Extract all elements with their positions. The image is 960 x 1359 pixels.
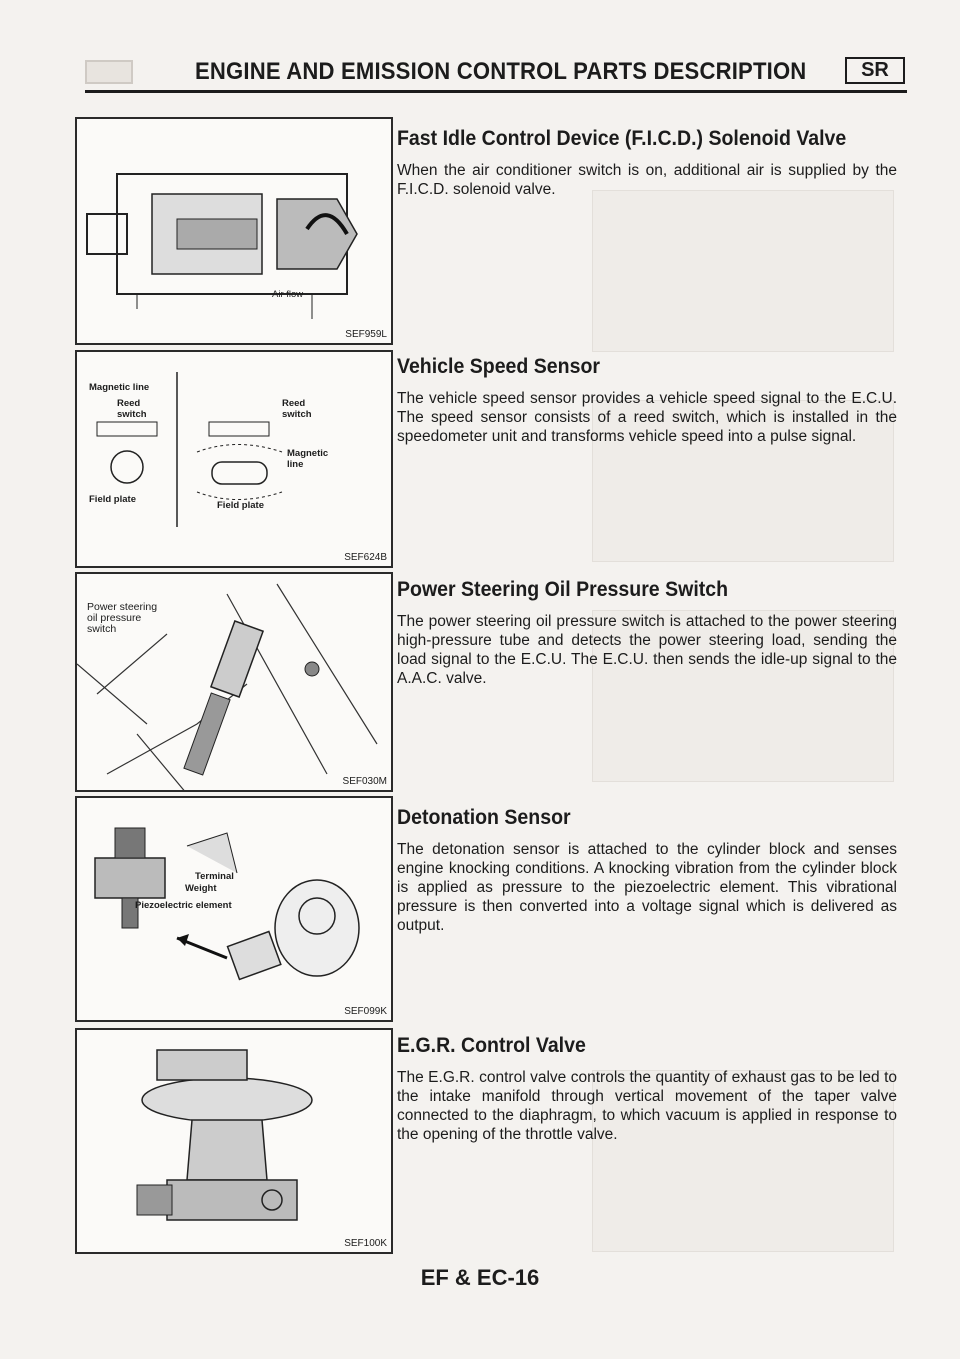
figure-code: SEF100K <box>344 1238 387 1249</box>
egr-valve-diagram <box>77 1030 393 1254</box>
section-title: Vehicle Speed Sensor <box>397 355 600 378</box>
figure-detonation-sensor <box>75 796 393 1022</box>
figure-code: SEF959L <box>345 329 387 340</box>
figure-ficd-solenoid <box>75 117 393 345</box>
figure-vehicle-speed-sensor <box>75 350 393 568</box>
figure-power-steering-switch <box>75 572 393 792</box>
page-number: EF & EC-16 <box>420 1265 540 1290</box>
section-title: Fast Idle Control Device (F.I.C.D.) Solenoid Valve <box>397 127 847 150</box>
section-tab-box <box>85 60 133 84</box>
section-title: Power Steering Oil Pressure Switch <box>397 578 729 601</box>
reed-switch-left-label: Reed switch <box>117 398 147 420</box>
page-header <box>85 52 907 92</box>
power-steering-switch-label: Power steering oil pressure switch <box>87 601 158 635</box>
section-body: The E.G.R. control valve controls the quantity of exhaust gas to be led to the intake manifold through vertical movement of the taper valve connected to the diaphragm, to which vacuum is applied in response to the opening of the throttle valve. <box>397 1069 897 1143</box>
terminal-label: Terminal <box>195 871 234 882</box>
figure-code: SEF099K <box>344 1006 387 1017</box>
reed-switch-right-label: Reed switch <box>282 398 312 420</box>
magnetic-line-right-label: Magnetic line <box>287 448 329 470</box>
figure-code: SEF030M <box>342 776 387 787</box>
section-body: When the air conditioner switch is on, additional air is supplied by the F.I.C.D. solenoid valve. <box>397 162 897 198</box>
page-title: ENGINE AND EMISSION CONTROL PARTS DESCRIPTION <box>195 58 807 85</box>
figure-egr-valve <box>75 1028 393 1254</box>
section-power-steering-switch <box>397 578 897 688</box>
figure-code: SEF624B <box>344 552 387 563</box>
weight-label: Weight <box>185 883 217 894</box>
field-plate-left-label: Field plate <box>89 494 136 505</box>
section-body: The power steering oil pressure switch is attached to the power steering high-pressure tube and detects the power steering load, sending the load signal to the E.C.U. The E.C.U. then sends the idle-up signal to the A.A.C. valve. <box>397 613 897 687</box>
section-ficd <box>397 127 897 199</box>
section-body: The vehicle speed sensor provides a vehicle speed signal to the E.C.U. The speed sensor consists of a reed switch, which is installed in the speedometer unit and transforms vehicle speed into a pulse signal. <box>397 390 897 445</box>
air-flow-label: Air flow <box>272 289 304 300</box>
section-vehicle-speed-sensor <box>397 355 897 446</box>
section-title: Detonation Sensor <box>397 806 571 829</box>
section-egr-valve <box>397 1034 897 1144</box>
magnetic-line-label: Magnetic line <box>89 382 150 393</box>
field-plate-right-label: Field plate <box>217 500 264 511</box>
header-rule <box>85 90 907 93</box>
piezo-label: Piezoelectric element <box>135 900 232 911</box>
bleed-through-shape <box>592 190 894 352</box>
section-detonation-sensor <box>397 806 897 935</box>
ficd-solenoid-diagram <box>77 119 393 345</box>
section-title: E.G.R. Control Valve <box>397 1034 586 1057</box>
knock-sensor-diagram <box>77 798 393 1022</box>
section-badge: SR <box>845 57 905 84</box>
section-body: The detonation sensor is attached to the cylinder block and senses engine knocking conditions. A knocking vibration from the cylinder block is applied as pressure to the piezoelectric element. This vibrational pressure is then converted into a voltage signal which is delivered as output. <box>397 841 897 934</box>
